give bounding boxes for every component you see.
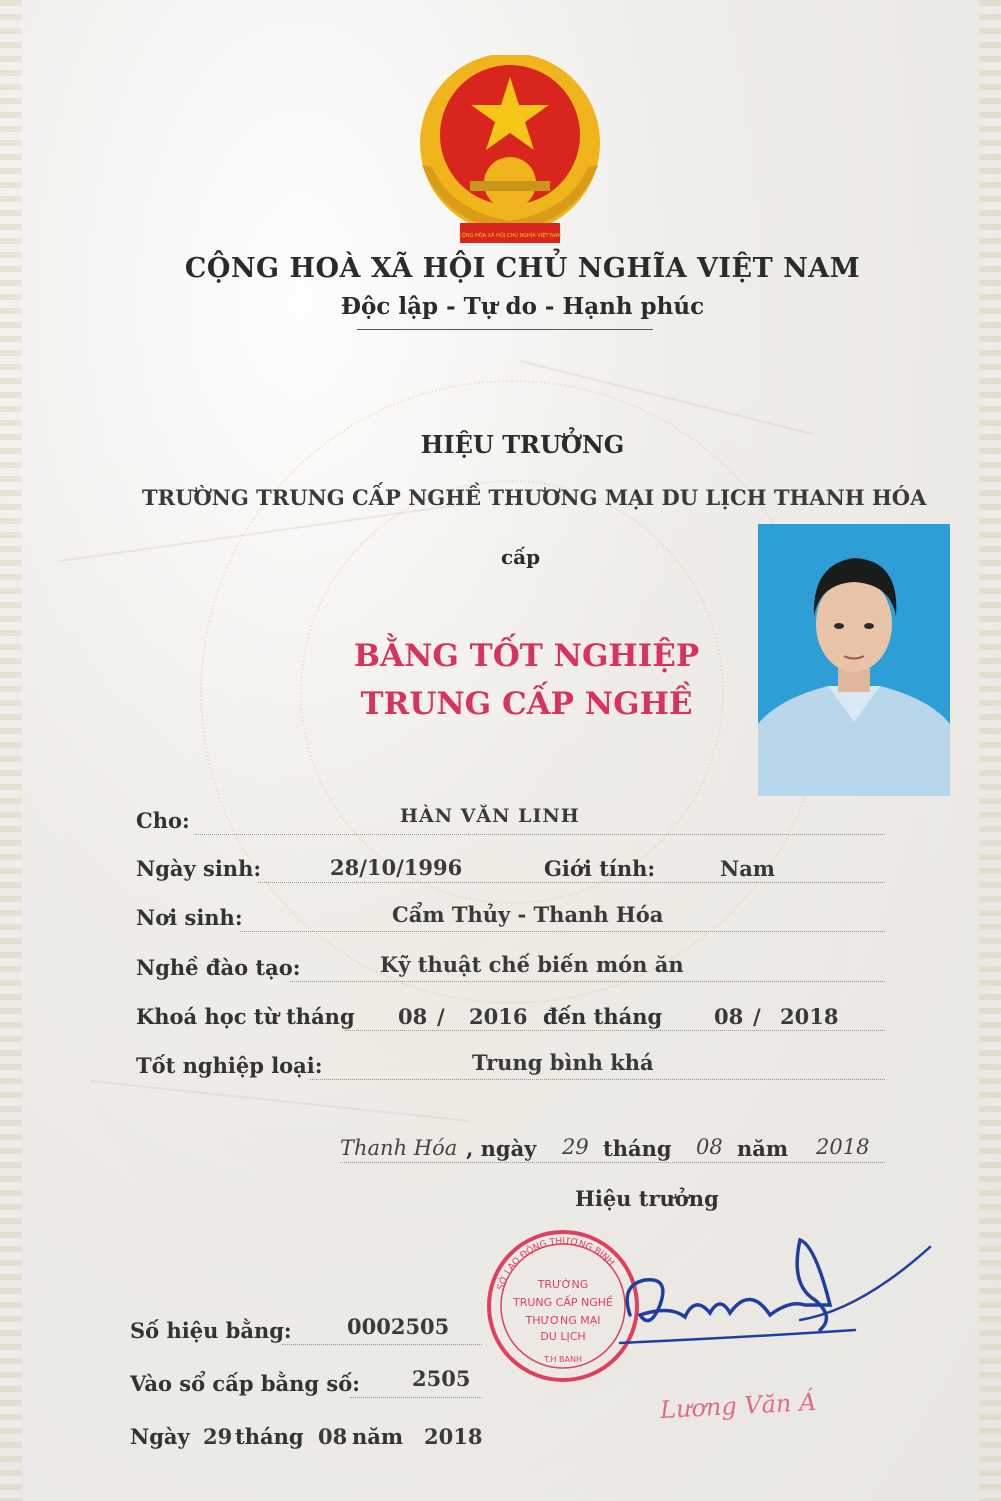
gender-label: Giới tính:: [544, 856, 656, 881]
national-motto: Độc lập - Tự do - Hạnh phúc: [340, 293, 705, 320]
dob-value: 28/10/1996: [330, 855, 463, 880]
course-to-month: 08: [714, 1004, 744, 1029]
recipient-dotted-line: [195, 834, 885, 835]
holder-photo: [758, 524, 950, 796]
grade-value: Trung bình khá: [472, 1050, 654, 1075]
course-to-slash: /: [753, 1004, 761, 1029]
left-border-pattern: [0, 0, 22, 1501]
reg-date-month: 08: [318, 1424, 348, 1449]
recipient-label: Cho:: [136, 808, 190, 833]
seal-line2: TRUNG CẤP NGHỀ: [513, 1296, 613, 1309]
dob-dotted-line: [258, 882, 885, 883]
issue-place: Thanh Hóa: [340, 1136, 458, 1160]
issue-year: 2018: [816, 1135, 870, 1159]
pob-dotted-line: [240, 931, 885, 932]
emblem-banner-text: CỘNG HÒA XÃ HỘI CHỦ NGHĨA VIỆT NAM: [458, 233, 562, 239]
pob-label: Nơi sinh:: [136, 905, 243, 930]
course-to-label: đến tháng: [543, 1004, 663, 1029]
national-emblem-icon: [412, 55, 608, 245]
issues-word: cấp: [500, 545, 541, 569]
issue-date-dotted-line: [340, 1162, 885, 1163]
issuer-title: HIỆU TRƯỞNG: [420, 430, 625, 459]
book-label: Vào sổ cấp bằng số:: [130, 1371, 360, 1396]
course-from-slash: /: [437, 1004, 445, 1029]
course-label: Khoá học từ tháng: [136, 1004, 355, 1029]
dob-label: Ngày sinh:: [136, 856, 262, 881]
signer-name: Lương Văn Á: [659, 1387, 817, 1425]
reg-date-year-label: năm: [352, 1424, 404, 1449]
seal-ring-text: SỞ LAO ĐỘNG THƯƠNG BINH: [496, 1236, 616, 1292]
major-dotted-line: [290, 981, 885, 982]
issue-year-label: năm: [737, 1136, 789, 1161]
signature-icon: [600, 1225, 940, 1355]
major-value: Kỹ thuật chế biến món ăn: [380, 952, 684, 977]
seal-line3: THƯƠNG MẠI: [525, 1314, 601, 1327]
recipient-name: HÀN VĂN LINH: [400, 805, 580, 827]
reg-date-month-label: tháng: [235, 1424, 304, 1449]
serial-label: Số hiệu bằng:: [130, 1318, 292, 1343]
issue-month-label: tháng: [603, 1136, 672, 1161]
pob-value: Cẩm Thủy - Thanh Hóa: [392, 902, 664, 927]
issue-day-label: , ngày: [466, 1136, 537, 1161]
diploma-title-line2: TRUNG CẤP NGHỀ: [360, 686, 693, 722]
country-name: CỘNG HOÀ XÃ HỘI CHỦ NGHĨA VIỆT NAM: [184, 253, 861, 284]
course-from-year: 2016: [469, 1004, 528, 1029]
seal-bottom-text: T.H BANH: [544, 1355, 582, 1364]
book-dotted-line: [350, 1397, 482, 1398]
right-border-pattern: [979, 0, 1001, 1501]
seal-line4: DU LỊCH: [540, 1330, 586, 1343]
grade-label: Tốt nghiệp loại:: [136, 1053, 323, 1078]
serial-dotted-line: [282, 1344, 482, 1345]
course-from-month: 08: [398, 1004, 428, 1029]
signer-title: Hiệu trưởng: [575, 1186, 719, 1211]
reg-date-prefix: Ngày: [130, 1424, 190, 1449]
issue-day: 29: [562, 1135, 589, 1159]
portrait-icon: [758, 524, 950, 796]
major-label: Nghề đào tạo:: [136, 955, 301, 980]
gender-value: Nam: [720, 856, 776, 881]
book-value: 2505: [412, 1366, 471, 1391]
grade-dotted-line: [310, 1079, 885, 1080]
issue-month: 08: [696, 1135, 723, 1159]
reg-date-year: 2018: [424, 1424, 483, 1449]
seal-line1: TRƯỜNG: [537, 1278, 589, 1291]
crease-line: [90, 1080, 468, 1122]
motto-underline: [357, 329, 653, 330]
reg-date-day: 29: [203, 1424, 233, 1449]
school-name: TRƯỜNG TRUNG CẤP NGHỀ THƯƠNG MẠI DU LỊCH THANH HÓA: [142, 485, 927, 510]
course-to-year: 2018: [780, 1004, 839, 1029]
serial-value: 0002505: [347, 1314, 450, 1339]
course-dotted-line: [345, 1030, 885, 1031]
diploma-title-line1: BẰNG TỐT NGHIỆP: [353, 638, 700, 674]
